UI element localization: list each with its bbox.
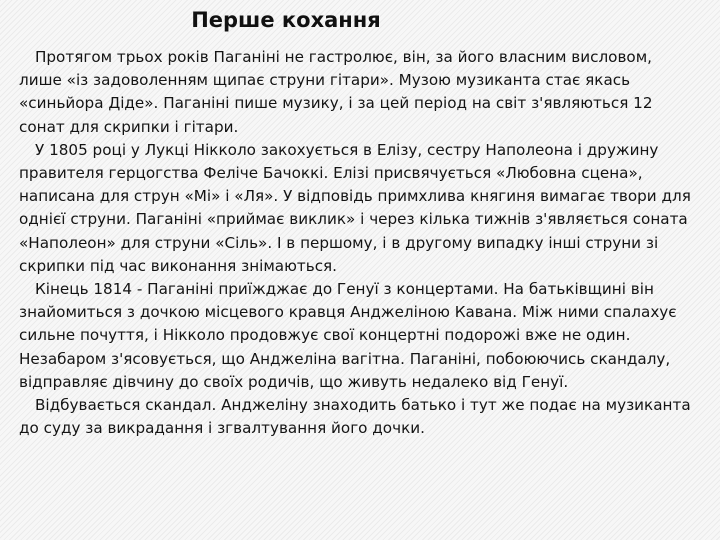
paragraph-3: Кінець 1814 - Паганіні приїжджає до Генуї з концертами. На батьківщині він знайомиться з дочкою місцевого кравця Анджеліною Кавана. Між ними спалахує сильне почуття, і Нікколо продовжує свої концертні подорожі вже не один. Незабаром з'ясовується, що Анджеліна вагітна. Паганіні, побоюючись скандалу, відправляє дівчину до своїх родичів, що живуть недалеко від Генуї. xyxy=(19,280,677,391)
slide-body xyxy=(19,46,699,440)
paragraph-2: У 1805 році у Лукці Нікколо закохується в Елізу, сестру Наполеона і дружину правителя герцогства Феліче Бачоккі. Елізі присвячується «Любовна сцена», написана для струн «Мі» і «Ля». У відповідь примхлива княгиня вимагає твори для однієї струни. Паганіні «приймає виклик» і через кілька тижнів з'являється соната «Наполеон» для струни «Сіль». І в першому, і в другому випадку інші струни зі скрипки під час виконання знімаються. xyxy=(19,140,691,275)
paragraph-1: Протягом трьох років Паганіні не гастролює, він, за його власним висловом, лише «із задоволенням щипає струни гітари». Музою музиканта стає якась «синьйора Діде». Паганіні пише музику, і за цей період на світ з'являються 12 сонат для скрипки і гітари. xyxy=(19,48,653,136)
slide-title: Перше кохання xyxy=(191,8,381,32)
paragraph-4: Відбувається скандал. Анджеліну знаходить батько і тут же подає на музиканта до суду за викрадання і згвалтування його дочки. xyxy=(19,396,691,438)
